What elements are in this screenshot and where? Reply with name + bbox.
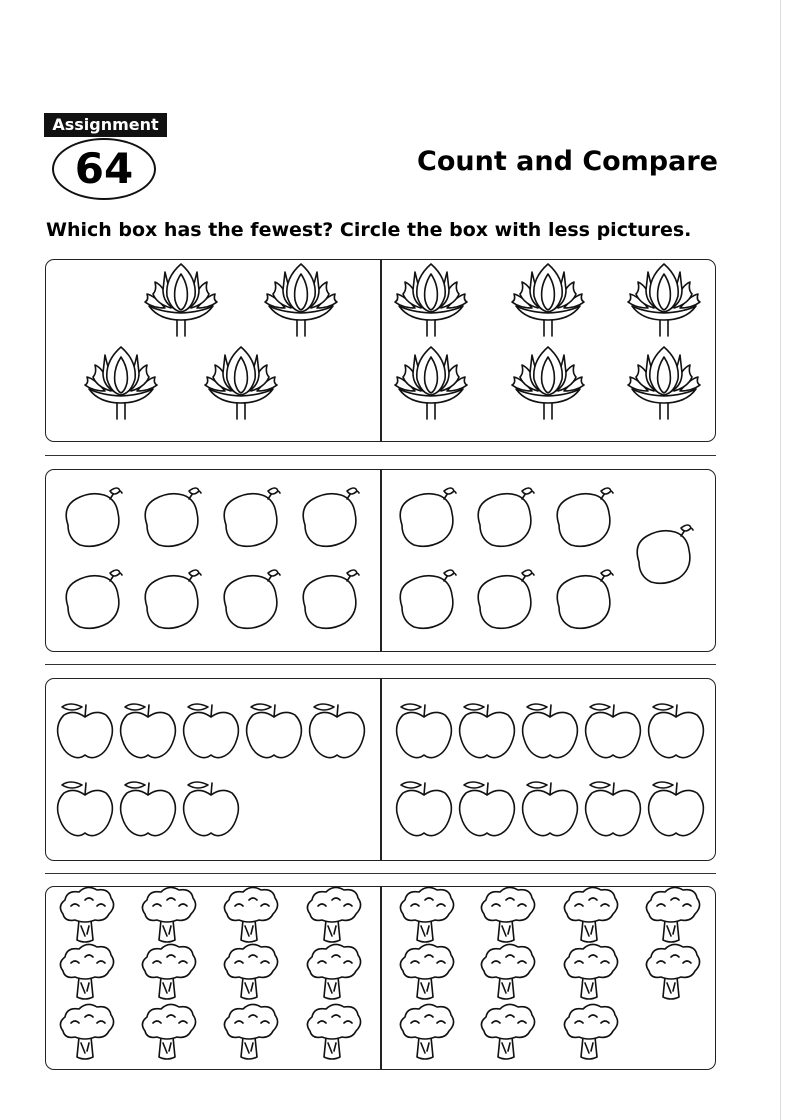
lemon-icon: [297, 485, 363, 551]
lemon-icon: [631, 522, 697, 588]
broccoli-icon: [559, 941, 621, 1003]
broccoli-icon: [219, 884, 281, 946]
lotus-icon: [624, 260, 704, 340]
broccoli-icon: [219, 941, 281, 1003]
apple-icon: [521, 701, 579, 761]
lotus-icon: [141, 260, 221, 340]
apple-icon: [308, 701, 366, 761]
lemon-icon: [218, 567, 284, 633]
lotus-icon: [391, 343, 471, 423]
broccoli-icon: [137, 884, 199, 946]
apple-icon: [182, 701, 240, 761]
broccoli-icon: [395, 941, 457, 1003]
apple-icon: [584, 779, 642, 839]
lemon-icon: [472, 567, 538, 633]
lemon-icon: [139, 485, 205, 551]
lemon-icon: [218, 485, 284, 551]
apple-icon: [119, 779, 177, 839]
broccoli-icon: [641, 884, 703, 946]
assignment-tag: Assignment: [44, 113, 167, 137]
broccoli-icon: [476, 884, 538, 946]
lemon-icon: [297, 567, 363, 633]
lotus-icon: [81, 343, 161, 423]
row-separator: [45, 455, 716, 456]
apple-icon: [458, 701, 516, 761]
apple-icon: [395, 779, 453, 839]
row-separator: [45, 664, 716, 665]
lemon-icon: [551, 485, 617, 551]
broccoli-icon: [137, 941, 199, 1003]
lemon-icon: [139, 567, 205, 633]
apple-icon: [182, 779, 240, 839]
broccoli-icon: [137, 1001, 199, 1063]
broccoli-icon: [302, 941, 364, 1003]
assignment-number: 64: [52, 138, 156, 200]
apple-icon: [458, 779, 516, 839]
apple-icon: [395, 701, 453, 761]
apple-icon: [56, 779, 114, 839]
broccoli-icon: [476, 1001, 538, 1063]
apple-icon: [119, 701, 177, 761]
apple-icon: [647, 779, 705, 839]
apple-icon: [647, 701, 705, 761]
lemon-icon: [394, 485, 460, 551]
broccoli-icon: [55, 941, 117, 1003]
lotus-icon: [391, 260, 471, 340]
lotus-icon: [508, 260, 588, 340]
lemon-icon: [551, 567, 617, 633]
lemon-icon: [472, 485, 538, 551]
lotus-icon: [508, 343, 588, 423]
row-separator: [45, 873, 716, 874]
broccoli-icon: [219, 1001, 281, 1063]
lemon-icon: [60, 485, 126, 551]
apple-icon: [245, 701, 303, 761]
broccoli-icon: [395, 1001, 457, 1063]
apple-icon: [584, 701, 642, 761]
instruction-text: Which box has the fewest? Circle the box with less pictures.: [46, 219, 692, 241]
lemon-icon: [394, 567, 460, 633]
apple-icon: [521, 779, 579, 839]
broccoli-icon: [395, 884, 457, 946]
broccoli-icon: [559, 1001, 621, 1063]
broccoli-icon: [476, 941, 538, 1003]
broccoli-icon: [559, 884, 621, 946]
broccoli-icon: [55, 1001, 117, 1063]
lemon-icon: [60, 567, 126, 633]
apple-icon: [56, 701, 114, 761]
broccoli-icon: [55, 884, 117, 946]
page-edge: [780, 0, 781, 1120]
broccoli-icon: [641, 941, 703, 1003]
lotus-icon: [261, 260, 341, 340]
lotus-icon: [201, 343, 281, 423]
broccoli-icon: [302, 1001, 364, 1063]
page-title: Count and Compare: [417, 146, 718, 177]
broccoli-icon: [302, 884, 364, 946]
lotus-icon: [624, 343, 704, 423]
